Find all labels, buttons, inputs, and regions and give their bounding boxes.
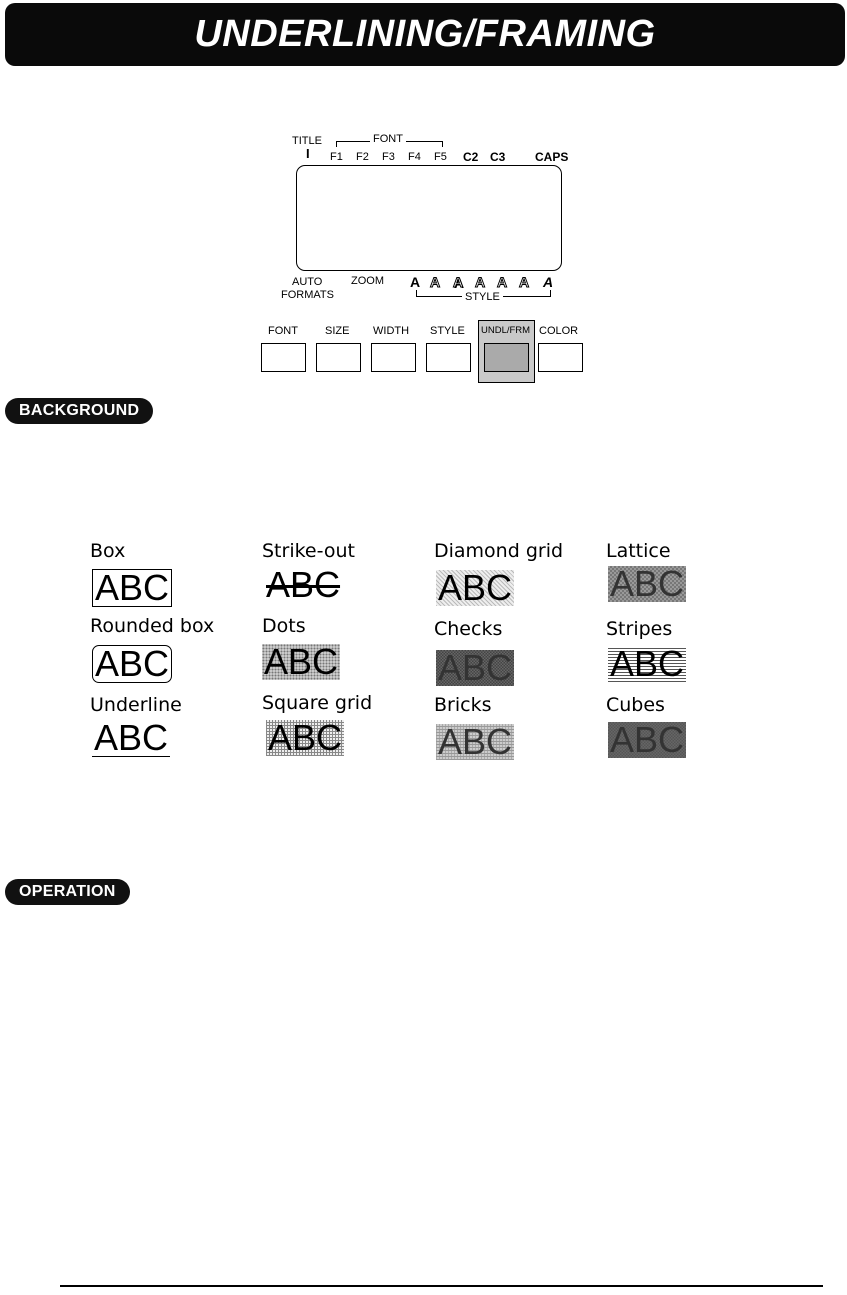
sample-label-bricks: Bricks — [434, 694, 492, 716]
sample-bricks: ABC — [438, 721, 513, 762]
background-section-pill: BACKGROUND — [5, 398, 153, 424]
sample-label-square-grid: Square grid — [262, 692, 373, 714]
c3-indicator: C3 — [490, 150, 506, 164]
undl-frm-key[interactable] — [484, 343, 529, 372]
style-solid-icon: A — [475, 274, 486, 290]
zoom-indicator: ZOOM — [351, 275, 384, 287]
f3-indicator: F3 — [382, 151, 395, 163]
style-italic-icon: A — [543, 274, 554, 290]
style-bold-icon: A — [410, 274, 421, 290]
sample-label-stripes: Stripes — [606, 618, 673, 640]
formats-indicator: FORMATS — [281, 289, 334, 301]
sample-label-underline: Underline — [90, 694, 182, 716]
style-group-label: STYLE — [462, 291, 503, 303]
style-vertical-icon: A — [519, 274, 530, 290]
sample-underline: ABC — [94, 717, 169, 758]
sample-label-dots: Dots — [262, 615, 306, 637]
title-indicator-label: TITLE — [292, 135, 322, 147]
f1-indicator: F1 — [330, 151, 343, 163]
footer-rule — [60, 1285, 823, 1287]
style-outline-icon: A — [430, 274, 441, 290]
caps-indicator: CAPS — [535, 150, 569, 164]
f4-indicator: F4 — [408, 151, 421, 163]
lcd-screen — [296, 165, 562, 271]
c2-indicator: C2 — [463, 150, 479, 164]
size-key-label: SIZE — [325, 325, 350, 337]
style-key[interactable] — [426, 343, 471, 372]
sample-square-grid: ABC — [268, 717, 343, 758]
f5-indicator: F5 — [434, 151, 447, 163]
color-key[interactable] — [538, 343, 583, 372]
page-header — [5, 3, 845, 66]
sample-rounded-box: ABC — [92, 645, 172, 683]
auto-indicator: AUTO — [292, 276, 323, 288]
style-shadow-icon: A — [453, 274, 464, 290]
style-shadow-outline-icon: A — [497, 274, 508, 290]
sample-strike-out: ABC — [266, 564, 341, 605]
sample-label-checks: Checks — [434, 618, 503, 640]
sample-stripes: ABC — [610, 643, 685, 684]
font-key-label: FONT — [268, 325, 298, 337]
sample-label-box: Box — [90, 540, 126, 562]
sample-checks: ABC — [438, 647, 513, 688]
width-key[interactable] — [371, 343, 416, 372]
page-title: UNDERLINING/FRAMING — [194, 13, 656, 55]
color-key-label: COLOR — [539, 325, 579, 337]
title-indicator-mark: I — [306, 146, 310, 161]
undl-frm-key-label: UNDL/FRM — [481, 325, 531, 336]
sample-lattice: ABC — [610, 563, 685, 604]
sample-label-lattice: Lattice — [606, 540, 671, 562]
font-key[interactable] — [261, 343, 306, 372]
operation-section-pill: OPERATION — [5, 879, 130, 905]
style-key-label: STYLE — [430, 325, 465, 337]
sample-cubes: ABC — [610, 719, 685, 760]
sample-box: ABC — [92, 569, 172, 607]
font-group-label: FONT — [370, 133, 406, 145]
sample-label-strike-out: Strike-out — [262, 540, 355, 562]
size-key[interactable] — [316, 343, 361, 372]
sample-label-rounded-box: Rounded box — [90, 615, 215, 637]
sample-label-diamond-grid: Diamond grid — [434, 540, 564, 562]
sample-diamond-grid: ABC — [438, 567, 513, 608]
f2-indicator: F2 — [356, 151, 369, 163]
sample-dots: ABC — [264, 641, 339, 682]
width-key-label: WIDTH — [373, 325, 410, 337]
sample-label-cubes: Cubes — [606, 694, 665, 716]
